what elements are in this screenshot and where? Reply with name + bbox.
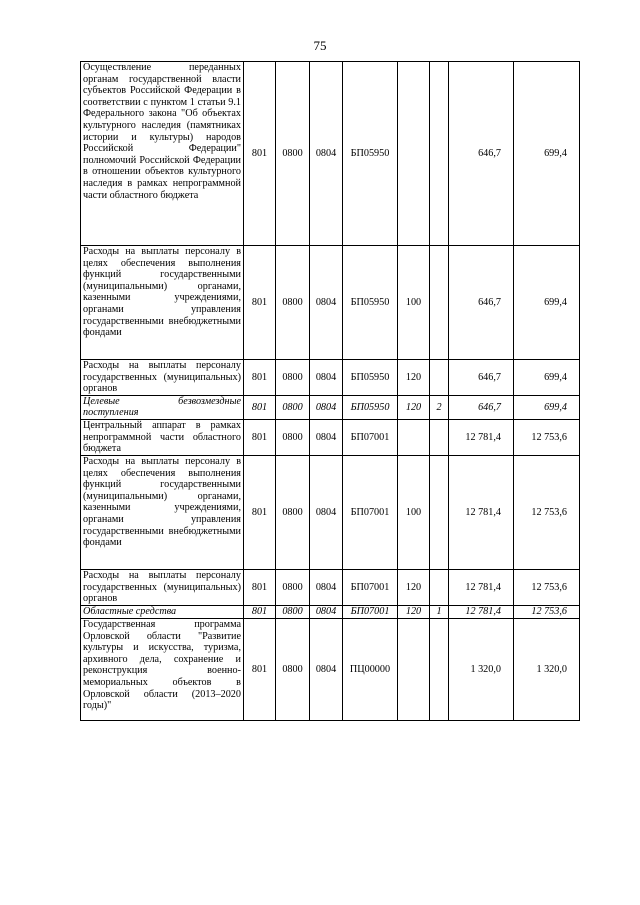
cell-section: 0800 xyxy=(276,419,310,455)
cell-name: Целевые безвозмездные поступления xyxy=(81,395,244,419)
cell-sum-2: 12 753,6 xyxy=(514,419,580,455)
cell-section: 0800 xyxy=(276,62,310,246)
cell-subsection: 0804 xyxy=(310,605,343,618)
cell-target: БП07001 xyxy=(343,605,398,618)
cell-sum-2: 12 753,6 xyxy=(514,569,580,605)
cell-sum-2: 12 753,6 xyxy=(514,605,580,618)
budget-table xyxy=(80,61,580,721)
cell-code xyxy=(430,419,449,455)
cell-code: 1 xyxy=(430,605,449,618)
cell-name: Осуществление переданных органам государственной власти субъектов Российской Федерации в соответствии с пунктом 1 статьи 9.1 Федерального закона "Об объектах культурного наследия (памятниках истории и культуры) народов Российской Федерации" полномочий Российской Федерации в отношении объектов культурного наследия в рамках непрограммной части областного бюджета xyxy=(81,62,244,246)
cell-sum-1: 646,7 xyxy=(449,246,514,360)
cell-ministry: 801 xyxy=(244,419,276,455)
table-row xyxy=(81,62,580,246)
cell-section: 0800 xyxy=(276,569,310,605)
cell-expense-type xyxy=(398,419,430,455)
cell-ministry: 801 xyxy=(244,569,276,605)
cell-subsection: 0804 xyxy=(310,62,343,246)
table-row xyxy=(81,419,580,455)
table-row xyxy=(81,569,580,605)
page-number: 75 xyxy=(313,38,327,53)
cell-name: Расходы на выплаты персоналу государственных (муниципальных) органов xyxy=(81,360,244,396)
table-row xyxy=(81,455,580,569)
cell-name: Государственная программа Орловской области "Развитие культуры и искусства, туризма, архивного дела, сохранение и реконструкция военно-мемориальных объектов в Орловской области (2013–2020 годы)" xyxy=(81,618,244,720)
cell-expense-type: 100 xyxy=(398,246,430,360)
table-row xyxy=(81,395,580,419)
cell-code xyxy=(430,569,449,605)
cell-subsection: 0804 xyxy=(310,360,343,396)
cell-code xyxy=(430,62,449,246)
cell-sum-2: 1 320,0 xyxy=(514,618,580,720)
cell-code xyxy=(430,455,449,569)
cell-section: 0800 xyxy=(276,395,310,419)
cell-sum-1: 12 781,4 xyxy=(449,455,514,569)
cell-target: БП05950 xyxy=(343,395,398,419)
cell-name: Расходы на выплаты персоналу в целях обеспечения выполнения функций государственными (муниципальными) органами, казенными учреждениями, органами управления государственными внебюджетными фондами xyxy=(81,455,244,569)
cell-sum-2: 699,4 xyxy=(514,395,580,419)
cell-ministry: 801 xyxy=(244,62,276,246)
cell-subsection: 0804 xyxy=(310,569,343,605)
cell-ministry: 801 xyxy=(244,246,276,360)
cell-section: 0800 xyxy=(276,605,310,618)
cell-ministry: 801 xyxy=(244,360,276,396)
cell-section: 0800 xyxy=(276,246,310,360)
cell-code xyxy=(430,618,449,720)
table-row xyxy=(81,605,580,618)
cell-expense-type: 120 xyxy=(398,395,430,419)
cell-target: БП07001 xyxy=(343,569,398,605)
cell-name: Областные средства xyxy=(81,605,244,618)
cell-expense-type: 120 xyxy=(398,605,430,618)
cell-name: Центральный аппарат в рамках непрограммной части областного бюджета xyxy=(81,419,244,455)
cell-subsection: 0804 xyxy=(310,618,343,720)
cell-target: БП07001 xyxy=(343,455,398,569)
cell-name: Расходы на выплаты персоналу государственных (муниципальных) органов xyxy=(81,569,244,605)
cell-ministry: 801 xyxy=(244,395,276,419)
cell-subsection: 0804 xyxy=(310,246,343,360)
cell-sum-1: 12 781,4 xyxy=(449,569,514,605)
cell-target: БП05950 xyxy=(343,246,398,360)
table-row xyxy=(81,360,580,396)
cell-sum-1: 12 781,4 xyxy=(449,605,514,618)
cell-target: БП05950 xyxy=(343,62,398,246)
cell-subsection: 0804 xyxy=(310,395,343,419)
cell-expense-type: 120 xyxy=(398,569,430,605)
cell-subsection: 0804 xyxy=(310,419,343,455)
cell-sum-1: 646,7 xyxy=(449,360,514,396)
cell-sum-2: 12 753,6 xyxy=(514,455,580,569)
cell-target: БП07001 xyxy=(343,419,398,455)
cell-subsection: 0804 xyxy=(310,455,343,569)
cell-section: 0800 xyxy=(276,618,310,720)
cell-ministry: 801 xyxy=(244,618,276,720)
cell-target: ПЦ00000 xyxy=(343,618,398,720)
cell-code: 2 xyxy=(430,395,449,419)
cell-sum-1: 12 781,4 xyxy=(449,419,514,455)
table-row xyxy=(81,618,580,720)
cell-sum-2: 699,4 xyxy=(514,246,580,360)
table-body xyxy=(81,62,580,721)
cell-expense-type xyxy=(398,62,430,246)
cell-sum-2: 699,4 xyxy=(514,360,580,396)
cell-code xyxy=(430,246,449,360)
table-row xyxy=(81,246,580,360)
cell-section: 0800 xyxy=(276,360,310,396)
cell-target: БП05950 xyxy=(343,360,398,396)
cell-ministry: 801 xyxy=(244,455,276,569)
cell-sum-2: 699,4 xyxy=(514,62,580,246)
cell-expense-type: 120 xyxy=(398,360,430,396)
cell-sum-1: 646,7 xyxy=(449,395,514,419)
cell-sum-1: 646,7 xyxy=(449,62,514,246)
cell-expense-type: 100 xyxy=(398,455,430,569)
cell-code xyxy=(430,360,449,396)
cell-expense-type xyxy=(398,618,430,720)
cell-ministry: 801 xyxy=(244,605,276,618)
cell-section: 0800 xyxy=(276,455,310,569)
cell-name: Расходы на выплаты персоналу в целях обеспечения выполнения функций государственными (муниципальными) органами, казенными учреждениями, органами управления государственными внебюджетными фондами xyxy=(81,246,244,360)
cell-sum-1: 1 320,0 xyxy=(449,618,514,720)
